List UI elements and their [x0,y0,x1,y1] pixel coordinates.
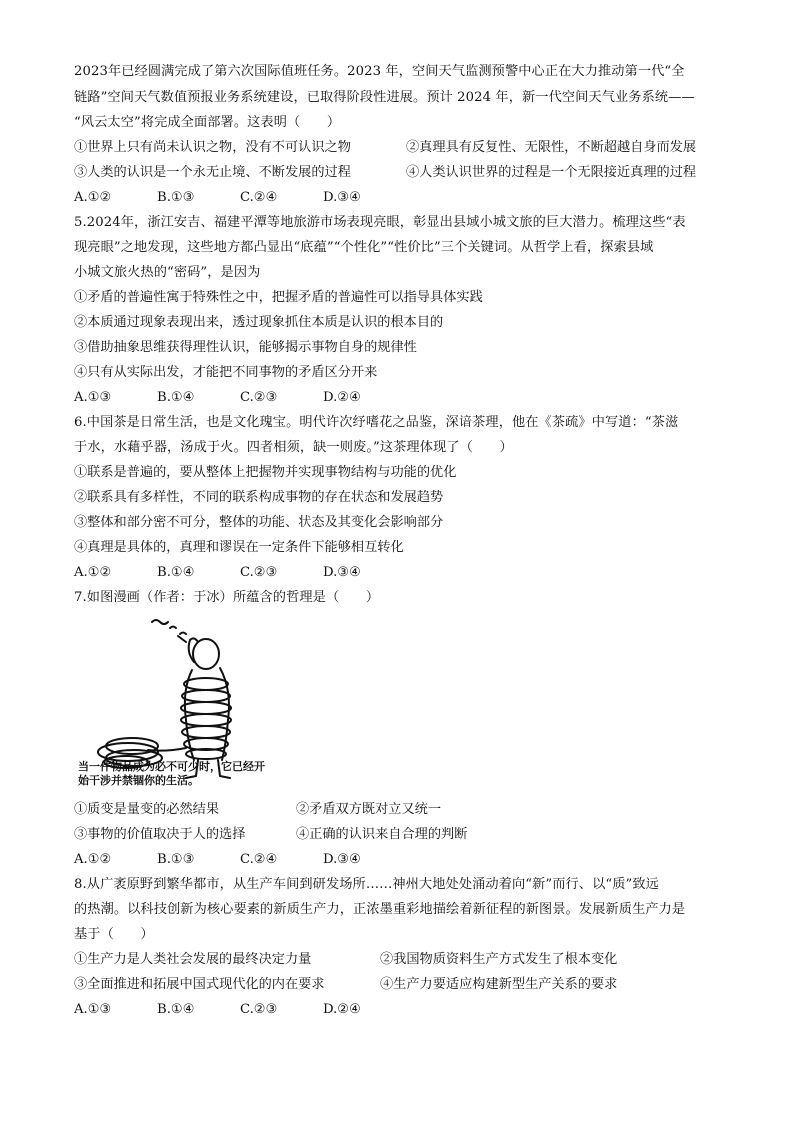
q6-option-3: ③整体和部分密不可分，整体的功能、状态及其变化会影响部分 [74,515,444,530]
q4-option-4: ④人类认识世界的过程是一个无限接近真理的过程 [406,165,697,180]
q4-option-2: ②真理具有反复性、无限性，不断超越自身而发展 [406,140,697,155]
q8-choice-c: C.②③ [240,1002,278,1017]
q8-choice-d: D.②④ [323,1002,361,1017]
q7-option-1: ①质变是量变的必然结果 [74,802,220,817]
q6-option-4: ④真理是具体的，真理和谬误在一定条件下能够相互转化 [74,540,404,555]
q6-option-2: ②联系具有多样性，不同的联系构成事物的存在状态和发展趋势 [74,490,444,505]
q5-option-2: ②本质通过现象表现出来，透过现象抓住本质是认识的根本目的 [74,315,444,330]
q5-choice-d: D.②④ [323,390,361,405]
q5-choice-c: C.②③ [240,390,278,405]
comic-caption: 当一件物品成为必不可少时，它已经开始干涉并禁锢你的生活。 [78,760,265,787]
q4-stem-line-3: “风云太空”将完成全面部署。这表明（ ） [74,115,341,130]
q4-choice-d: D.③④ [323,190,361,205]
q6-choice-a: A.①② [74,565,112,580]
q7-choice-d: D.③④ [323,852,361,867]
q7-choice-b: B.①③ [157,852,195,867]
q5-option-3: ③借助抽象思维获得理性认识，能够揭示事物自身的规律性 [74,340,417,355]
q4-choice-a: A.①② [74,190,112,205]
q7-option-4: ④正确的认识来自合理的判断 [296,827,468,842]
q8-stem-line-2: 的热潮。以科技创新为核心要素的新质生产力，正浓墨重彩地描绘着新征程的新图景。发展新质生产力是 [74,902,686,917]
q7-option-2: ②矛盾双方既对立又统一 [296,802,442,817]
q8-choice-a: A.①③ [74,1002,112,1017]
q5-stem-line-2: 现亮眼”之地发现，这些地方都凸显出“底蕴”“个性化”“性价比”三个关键词。从哲学上看，探索县域 [74,240,654,255]
q4-choice-b: B.①③ [157,190,195,205]
q4-stem-line-2: 链路”空间天气数值预报业务系统建设，已取得阶段性进展。预计 2024 年，新一代空间天气业务系统—— [74,90,695,105]
q6-choice-d: D.③④ [323,565,361,580]
q8-stem-line-3: 基于（ ） [74,927,154,942]
q5-choice-b: B.①④ [157,390,195,405]
q7-choice-a: A.①② [74,852,112,867]
q6-option-1: ①联系是普遍的，要从整体上把握物并实现事物结构与功能的优化 [74,465,457,480]
q4-stem-line-1: 2023年已经圆满完成了第六次国际值班任务。2023 年，空间天气监测预警中心正在大力推动第一代“全 [74,64,685,79]
q5-option-4: ④只有从实际出发，才能把不同事物的矛盾区分开来 [74,365,378,380]
q6-choice-c: C.②③ [240,565,278,580]
q8-stem-line-1: 8.从广袤原野到繁华都市，从生产车间到研发场所……神州大地处处涌动着向“新”而行、以“质”致远 [74,877,659,892]
q8-option-1: ①生产力是人类社会发展的最终决定力量 [74,952,312,967]
q5-stem-line-1: 5.2024年，浙江安吉、福建平潭等地旅游市场表现亮眼，彰显出县域小城文旅的巨大潜力。梳理这些“表 [74,215,686,230]
q7-stem-line-1: 7.如图漫画（作者：于冰）所蕴含的哲理是（ ） [74,590,380,605]
q7-choice-c: C.②④ [240,852,278,867]
q4-option-3: ③人类的认识是一个永无止境、不断发展的过程 [74,165,351,180]
q8-option-2: ②我国物质资料生产方式发生了根本变化 [380,952,618,967]
q8-choice-b: B.①④ [157,1002,195,1017]
q6-stem-line-2: 于水，水藉乎器，汤成于火。四者相须，缺一则废。”这茶理体现了（ ） [74,440,513,455]
q8-option-4: ④生产力要适应构建新型生产关系的要求 [380,977,618,992]
q5-option-1: ①矛盾的普遍性寓于特殊性之中，把握矛盾的普遍性可以指导具体实践 [74,290,483,305]
q7-option-3: ③事物的价值取决于人的选择 [74,827,246,842]
q5-stem-line-3: 小城文旅火热的“密码”，是因为 [74,265,261,280]
q4-choice-c: C.②④ [240,190,278,205]
q8-option-3: ③全面推进和拓展中国式现代化的内在要求 [74,977,325,992]
q4-option-1: ①世界上只有尚未认识之物，没有不可认识之物 [74,140,351,155]
q6-choice-b: B.①④ [157,565,195,580]
q5-choice-a: A.①③ [74,390,112,405]
q6-stem-line-1: 6.中国茶是日常生活，也是文化瑰宝。明代许次纾嗜花之品鉴，深谙茶理，他在《茶疏》中写道：“茶滋 [74,415,679,430]
